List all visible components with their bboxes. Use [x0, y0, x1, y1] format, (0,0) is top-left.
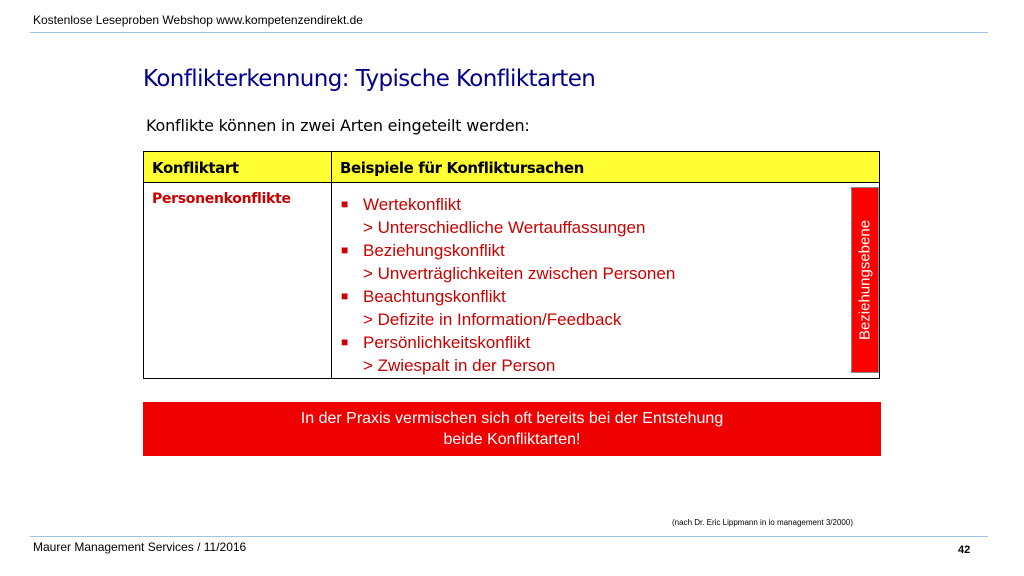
list-item: [340, 285, 675, 331]
bullet-icon: ■: [341, 289, 349, 303]
note-banner: [143, 402, 881, 456]
page-number: 42: [958, 544, 971, 556]
item-name: Beziehungskonflikt: [363, 241, 505, 260]
header-text: Kostenlose Leseproben Webshop www.kompetenzendirekt.de: [33, 13, 363, 27]
column-divider: [331, 152, 332, 378]
list-item: [340, 193, 675, 239]
slide-title: Konflikterkennung: Typische Konfliktarten: [143, 66, 596, 92]
banner-line-1: In der Praxis vermischen sich oft bereits bei der Entstehung: [300, 410, 724, 427]
level-label: Beziehungsebene: [856, 219, 874, 341]
bottom-divider: [30, 536, 988, 537]
item-detail: > Unterschiedliche Wertauffassungen: [363, 218, 646, 237]
slide-subtitle: Konflikte können in zwei Arten eingeteilt werden:: [146, 116, 530, 135]
conflict-table: [143, 151, 880, 379]
top-divider: [30, 32, 988, 33]
item-name: Persönlichkeitskonflikt: [363, 333, 531, 352]
banner-line-2: beide Konfliktarten!: [443, 431, 581, 448]
item-name: Wertekonflikt: [363, 195, 461, 214]
footer-text: Maurer Management Services / 11/2016: [33, 540, 247, 554]
item-detail: > Unverträglichkeiten zwischen Personen: [363, 264, 676, 283]
level-label-box: [851, 187, 879, 373]
item-name: Beachtungskonflikt: [363, 287, 506, 306]
cause-list: [340, 193, 675, 377]
list-item: [340, 239, 675, 285]
bullet-icon: ■: [341, 335, 349, 349]
bullet-icon: ■: [341, 197, 349, 211]
source-citation: (nach Dr. Eric Lippmann in io management 3/2000): [672, 518, 853, 527]
header-konfliktart: Konfliktart: [152, 159, 239, 177]
bullet-icon: ■: [341, 243, 349, 257]
header-beispiele: Beispiele für Konfliktursachen: [340, 159, 584, 177]
category-cell: Personenkonflikte: [152, 191, 291, 207]
item-detail: > Zwiespalt in der Person: [363, 356, 556, 375]
list-item: [340, 331, 675, 377]
item-detail: > Defizite in Information/Feedback: [363, 310, 622, 329]
